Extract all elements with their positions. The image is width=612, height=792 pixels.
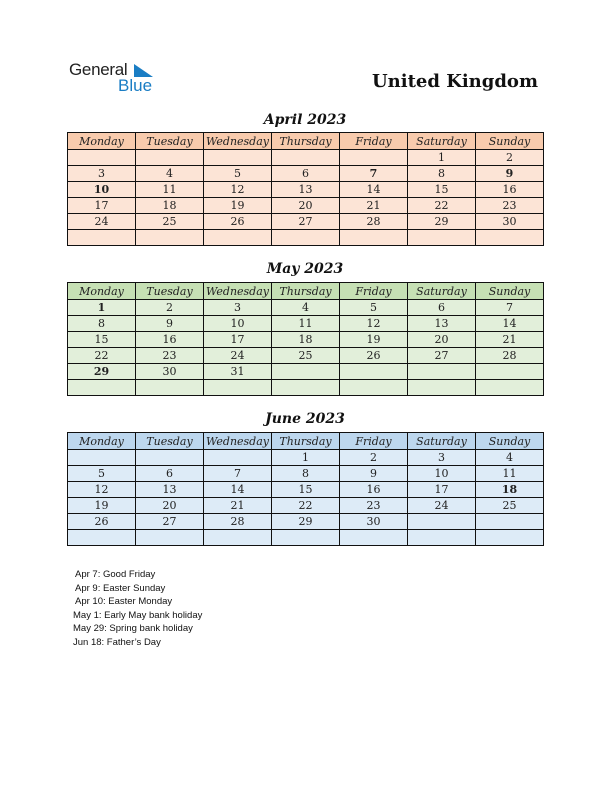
week-row	[68, 316, 544, 332]
holiday-note: Apr 7: Good Friday	[75, 569, 156, 580]
day-cell: 2	[136, 300, 204, 316]
week-row	[68, 230, 544, 246]
day-cell: 22	[272, 498, 340, 514]
day-cell	[340, 364, 408, 380]
day-cell: 8	[272, 466, 340, 482]
day-cell	[204, 150, 272, 166]
day-cell: 7	[476, 300, 544, 316]
day-cell: 6	[136, 466, 204, 482]
day-cell	[136, 150, 204, 166]
day-cell: 27	[408, 348, 476, 364]
day-cell	[408, 230, 476, 246]
day-cell: 5	[204, 166, 272, 182]
day-cell	[272, 530, 340, 546]
day-cell	[340, 230, 408, 246]
day-cell	[476, 514, 544, 530]
day-cell	[408, 530, 476, 546]
day-cell: 16	[340, 482, 408, 498]
day-cell: 15	[68, 332, 136, 348]
weekday-header: Saturday	[408, 283, 476, 300]
day-cell: 11	[476, 466, 544, 482]
weekday-header: Sunday	[476, 283, 544, 300]
day-cell	[136, 450, 204, 466]
weekday-header: Thursday	[272, 433, 340, 450]
month-title: May 2023	[266, 261, 344, 277]
weekday-header-row	[68, 433, 544, 450]
day-cell: 18	[272, 332, 340, 348]
day-cell: 10	[408, 466, 476, 482]
day-cell: 12	[68, 482, 136, 498]
day-cell: 20	[272, 198, 340, 214]
day-cell	[340, 530, 408, 546]
day-cell: 23	[136, 348, 204, 364]
weekday-header: Monday	[68, 433, 136, 450]
day-cell: 2	[476, 150, 544, 166]
weekday-header: Friday	[340, 433, 408, 450]
week-row	[68, 348, 544, 364]
day-cell: 24	[204, 348, 272, 364]
day-cell: 4	[476, 450, 544, 466]
week-row	[68, 380, 544, 396]
day-cell	[476, 364, 544, 380]
weekday-header: Thursday	[272, 133, 340, 150]
holiday-day-cell: 10	[68, 182, 136, 198]
day-cell: 13	[136, 482, 204, 498]
holiday-day-cell: 29	[68, 364, 136, 380]
day-cell: 5	[68, 466, 136, 482]
day-cell	[408, 380, 476, 396]
day-cell	[68, 150, 136, 166]
day-cell: 4	[136, 166, 204, 182]
day-cell	[68, 380, 136, 396]
day-cell	[340, 150, 408, 166]
weekday-header: Wednesday	[204, 283, 272, 300]
day-cell: 21	[204, 498, 272, 514]
day-cell: 27	[136, 514, 204, 530]
day-cell: 30	[340, 514, 408, 530]
week-row	[68, 150, 544, 166]
day-cell: 6	[408, 300, 476, 316]
weekday-header: Sunday	[476, 133, 544, 150]
day-cell: 8	[68, 316, 136, 332]
day-cell: 19	[68, 498, 136, 514]
week-row	[68, 364, 544, 380]
day-cell: 26	[68, 514, 136, 530]
day-cell	[476, 380, 544, 396]
day-cell: 3	[68, 166, 136, 182]
day-cell	[204, 230, 272, 246]
day-cell	[340, 380, 408, 396]
week-row	[68, 450, 544, 466]
week-row	[68, 300, 544, 316]
day-cell	[68, 450, 136, 466]
week-row	[68, 198, 544, 214]
day-cell	[204, 450, 272, 466]
holiday-note: Apr 9: Easter Sunday	[75, 582, 166, 594]
month-calendar-table	[67, 282, 544, 396]
day-cell: 7	[204, 466, 272, 482]
day-cell: 28	[340, 214, 408, 230]
day-cell: 12	[340, 316, 408, 332]
holiday-day-cell: 9	[476, 166, 544, 182]
weekday-header: Tuesday	[136, 433, 204, 450]
weekday-header: Friday	[340, 283, 408, 300]
day-cell: 16	[476, 182, 544, 198]
day-cell: 1	[408, 150, 476, 166]
month-title: April 2023	[263, 112, 347, 128]
day-cell: 11	[136, 182, 204, 198]
day-cell: 24	[68, 214, 136, 230]
day-cell: 30	[136, 364, 204, 380]
day-cell	[136, 380, 204, 396]
day-cell: 8	[408, 166, 476, 182]
weekday-header: Thursday	[272, 283, 340, 300]
weekday-header-row	[68, 283, 544, 300]
day-cell: 9	[340, 466, 408, 482]
weekday-header: Tuesday	[136, 283, 204, 300]
weekday-header-row	[68, 133, 544, 150]
weekday-header: Tuesday	[136, 133, 204, 150]
day-cell: 21	[340, 198, 408, 214]
logo-blue-text: Blue	[118, 76, 153, 95]
week-row	[68, 166, 544, 182]
logo-general-text: General	[69, 60, 128, 79]
day-cell	[272, 230, 340, 246]
day-cell	[204, 530, 272, 546]
country-title: United Kingdom	[371, 71, 538, 92]
month-calendar-table	[67, 132, 544, 246]
day-cell: 26	[340, 348, 408, 364]
week-row	[68, 466, 544, 482]
day-cell: 28	[204, 514, 272, 530]
day-cell: 28	[476, 348, 544, 364]
weekday-header: Wednesday	[204, 133, 272, 150]
day-cell	[68, 530, 136, 546]
day-cell: 23	[340, 498, 408, 514]
day-cell	[136, 230, 204, 246]
holiday-note: Apr 10: Easter Monday	[75, 596, 173, 608]
day-cell: 17	[204, 332, 272, 348]
day-cell	[408, 364, 476, 380]
holiday-day-cell: 18	[476, 482, 544, 498]
holiday-note: Jun 18: Father’s Day	[73, 636, 161, 648]
day-cell: 13	[272, 182, 340, 198]
holiday-day-cell: 7	[340, 166, 408, 182]
day-cell: 20	[136, 498, 204, 514]
day-cell	[68, 230, 136, 246]
month-calendar-table	[67, 432, 544, 546]
day-cell: 24	[408, 498, 476, 514]
weekday-header: Monday	[68, 283, 136, 300]
day-cell	[204, 380, 272, 396]
day-cell: 14	[204, 482, 272, 498]
day-cell	[272, 380, 340, 396]
day-cell: 20	[408, 332, 476, 348]
week-row	[68, 514, 544, 530]
day-cell: 25	[476, 498, 544, 514]
day-cell: 15	[272, 482, 340, 498]
day-cell: 19	[340, 332, 408, 348]
day-cell: 1	[272, 450, 340, 466]
day-cell: 18	[136, 198, 204, 214]
weekday-header: Saturday	[408, 433, 476, 450]
day-cell: 22	[408, 198, 476, 214]
month-title: June 2023	[265, 411, 345, 427]
day-cell	[408, 514, 476, 530]
holiday-note: May 29: Spring bank holiday	[73, 623, 193, 635]
week-row	[68, 182, 544, 198]
day-cell: 15	[408, 182, 476, 198]
day-cell: 6	[272, 166, 340, 182]
day-cell	[476, 230, 544, 246]
day-cell: 31	[204, 364, 272, 380]
day-cell: 2	[340, 450, 408, 466]
weekday-header: Monday	[68, 133, 136, 150]
day-cell: 12	[204, 182, 272, 198]
week-row	[68, 482, 544, 498]
day-cell: 17	[408, 482, 476, 498]
day-cell: 21	[476, 332, 544, 348]
day-cell: 19	[204, 198, 272, 214]
day-cell: 25	[136, 214, 204, 230]
day-cell: 10	[204, 316, 272, 332]
day-cell	[136, 530, 204, 546]
day-cell: 13	[408, 316, 476, 332]
day-cell	[272, 150, 340, 166]
day-cell: 30	[476, 214, 544, 230]
weekday-header: Saturday	[408, 133, 476, 150]
day-cell: 14	[340, 182, 408, 198]
weekday-header: Wednesday	[204, 433, 272, 450]
week-row	[68, 332, 544, 348]
day-cell: 17	[68, 198, 136, 214]
day-cell: 22	[68, 348, 136, 364]
holiday-day-cell: 1	[68, 300, 136, 316]
day-cell: 3	[204, 300, 272, 316]
day-cell: 5	[340, 300, 408, 316]
day-cell: 29	[408, 214, 476, 230]
holiday-notes	[73, 568, 202, 650]
day-cell: 25	[272, 348, 340, 364]
week-row	[68, 214, 544, 230]
day-cell: 16	[136, 332, 204, 348]
holiday-note: May 1: Early May bank holiday	[73, 609, 203, 621]
day-cell: 9	[136, 316, 204, 332]
weekday-header: Sunday	[476, 433, 544, 450]
day-cell: 14	[476, 316, 544, 332]
day-cell: 4	[272, 300, 340, 316]
day-cell	[272, 364, 340, 380]
day-cell: 23	[476, 198, 544, 214]
week-row	[68, 530, 544, 546]
day-cell: 26	[204, 214, 272, 230]
day-cell: 11	[272, 316, 340, 332]
day-cell	[476, 530, 544, 546]
weekday-header: Friday	[340, 133, 408, 150]
week-row	[68, 498, 544, 514]
day-cell: 27	[272, 214, 340, 230]
day-cell: 3	[408, 450, 476, 466]
day-cell: 29	[272, 514, 340, 530]
